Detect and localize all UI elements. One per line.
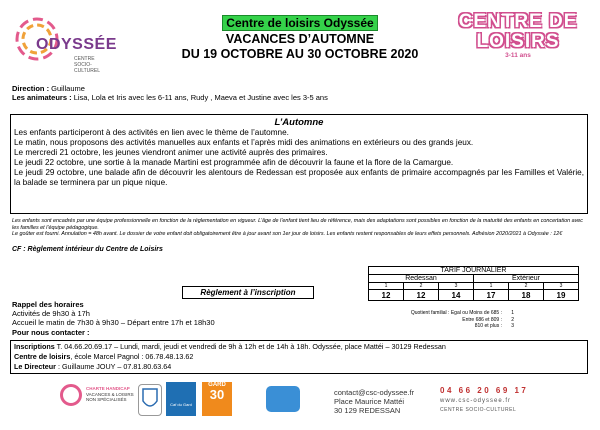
qf-row-value: 1 [511,310,514,316]
partner-bubble-icon [266,386,300,412]
tarif-col: 3 [439,283,474,290]
horaires-line-2: Accueil le matin de 7h30 à 9h30 – Départ entre 17h et 18h30 [12,318,215,328]
tarif-price: 19 [544,290,579,301]
qf-row-label: Quotient familial : Egal ou Moins de 685 : [410,310,502,316]
gard-text: GARD [208,382,226,388]
theme-paragraph-3: Le mercredi 21 octobre, les jeunes viendront animer une activité auprès des primaires. [14,148,328,157]
quotient-familial [372,310,514,330]
logo-brand: ODYSSÉE [36,36,117,53]
note-1: Les enfants sont encadrés par une équipe professionnelle en fonction de la réglementation en vigueur. L’âge de l’enfant tient lieu de référence, mais des adaptations sont possibles en fonction de la maturité des enfants en concertation avec les familles et l’équipe pédagogique. [12,218,583,231]
horaires-title: Rappel des horaires [12,300,84,309]
reglement-box: Règlement à l’inscription [182,286,314,299]
centre-loisirs-stamp [448,12,588,76]
odyssee-logo [12,14,130,92]
direction-label: Direction : [12,84,50,93]
tarif-price: 14 [439,290,474,301]
cdl-value: , école Marcel Pagnol : 06.78.48.13.62 [70,352,194,361]
page-header [150,14,450,62]
animateurs-value: Lisa, Lola et Iris avec les 6-11 ans, Rudy , Maeva et Justine avec les 3-5 ans [71,93,328,102]
note-2: Le goûter est fourni. Annulation = 48h avant. Le dossier de votre enfant doit obligatoirement être à jour avant son 1er jour de loisirs. Les enfants restent responsables de leurs effets personnels. Adhésion 2020/2021 à Odyssée : 12€ [12,231,563,238]
tarif-col: 3 [544,283,579,290]
horaires-block [12,300,215,337]
theme-paragraph-2: Le matin, nous proposons des activités manuelles aux enfants et l’après midi des animations en extérieurs ou des grands jeux. [14,138,474,147]
theme-paragraph-4: Le jeudi 22 octobre, une sortie à la manade Martini est programmée afin de découvrir la faune et la flore de la Camargue. [14,158,454,167]
footer-place: Place Maurice Mattéi [334,397,405,406]
cdl-label: Centre de loisirs [14,352,71,361]
direction-value: Guillaume [49,84,85,93]
inscriptions-label: Inscriptions [14,342,55,351]
inscriptions-value: T. 04.66.20.69.17 – Lundi, mardi, jeudi et vendredi de 9h à 12h et de 14h à 18h. Odyssée, place Mattéi – 30129 Redessan [54,342,446,351]
contact-title: Pour nous contacter : [12,327,90,337]
theme-paragraph-5: Le jeudi 29 octobre, une balade afin de découvrir les alentours de Redessan est proposée aux enfants de primaire accompagnés par les Familles et Valérie, la balade se terminera par un pique nique. [14,168,584,187]
tarif-title: TARIF JOURNALIER [369,267,579,275]
caf-logo [166,382,196,416]
tarif-price: 18 [509,290,544,301]
caf-text: Caf du Gard [170,402,192,407]
qf-row-value: 3 [511,323,514,329]
stamp-ages: 3-11 ans [505,52,531,59]
tarif-price: 12 [404,290,439,301]
qf-row-label: 810 et plus : [474,323,502,329]
cf-reglement: CF : Règlement intérieur du Centre de Loisirs [12,246,163,253]
tarif-group-redessan: Redessan [369,275,474,283]
directeur-value: : Guillaume JOUY – 07.81.80.63.64 [55,362,172,371]
tarif-col: 2 [404,283,439,290]
qf-row-label: Entre 686 et 809 : [462,316,502,323]
animateurs-label: Les animateurs : [12,93,72,102]
gard-number: 30 [209,387,225,402]
tarif-group-exterieur: Extérieur [474,275,579,283]
footer-address [334,388,414,415]
footer-cent: CENTRE SOCIO-CULTUREL [440,407,517,413]
redessan-crest-icon [138,384,162,416]
notes-block [12,218,588,238]
footer-phone-block [440,386,528,416]
directeur-label: Le Directeur [14,362,56,371]
charte-text: CHARTE HANDICAP VACANCES & LOISIRS NON SPÉCIALISÉS [86,386,134,402]
logo-sub: CENTRE SOCIO- CULTUREL [74,56,101,74]
dates-title: DU 19 OCTOBRE AU 30 OCTOBRE 2020 [181,47,419,61]
tarif-price: 17 [474,290,509,301]
footer-web[interactable]: www.csc-odyssee.fr [440,397,512,404]
tarif-price: 12 [369,290,404,301]
horaires-line-1: Activités de 9h30 à 17h [12,309,90,319]
tarif-table [368,266,579,301]
gard-logo [202,382,232,416]
theme-title: L’Automne [274,117,324,128]
footer-email[interactable]: contact@csc-odyssee.fr [334,388,415,397]
tarif-col: 2 [509,283,544,290]
footer-city: 30 129 REDESSAN [334,406,401,415]
tarif-col: 1 [474,283,509,290]
centre-title: Centre de loisirs Odyssée [222,15,377,31]
vacances-title: VACANCES D’AUTOMNE [225,32,375,46]
footer-phone: 04 66 20 69 17 [440,386,529,395]
qf-row-value: 2 [511,316,514,323]
theme-paragraph-1: Les enfants participeront à des activités en lien avec le thème de l’automne. [14,128,289,137]
direction-block [12,84,328,102]
stamp-title: CENTRE DE LOISIRS [458,11,578,52]
tarif-col: 1 [369,283,404,290]
contact-box [10,340,588,374]
theme-box [10,114,588,214]
charte-circle-icon [60,384,82,406]
